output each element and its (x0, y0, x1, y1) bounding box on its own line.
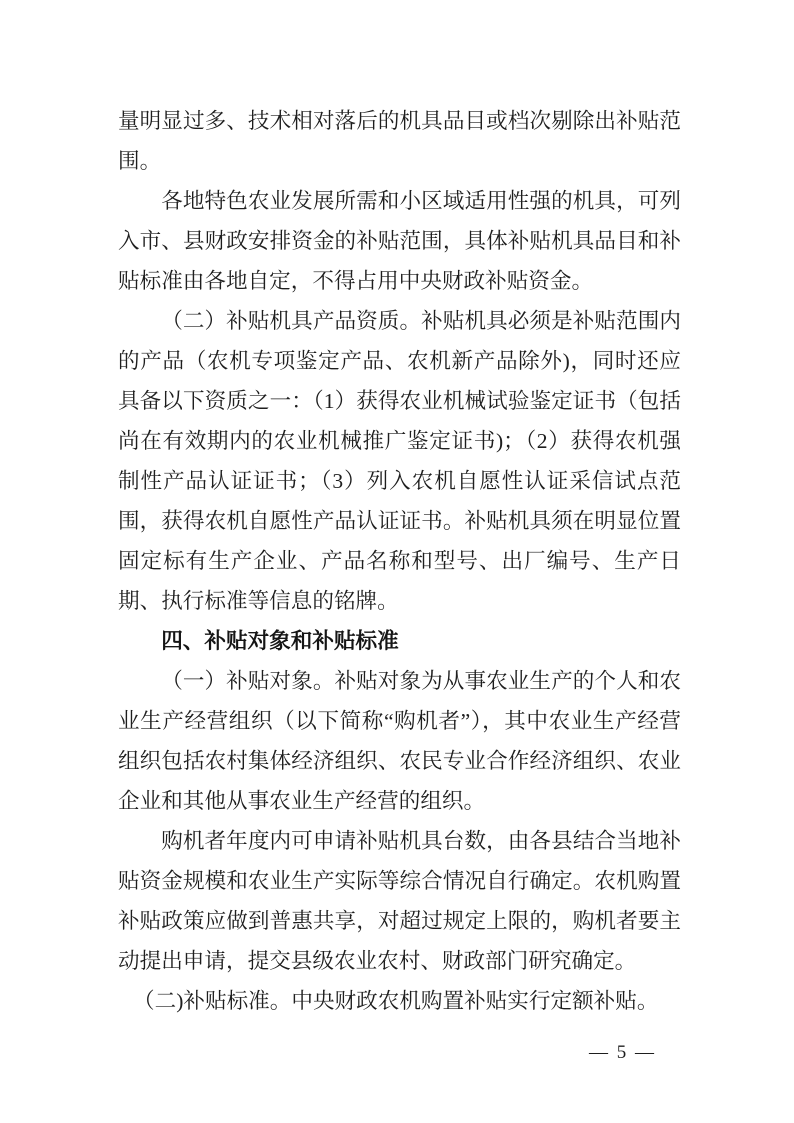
paragraph-subsidy-standard: （二)补贴标准。中央财政农机购置补贴实行定额补贴。 (133, 989, 659, 1013)
paragraph-continuation: 量明显过多、技术相对落后的机具品目或档次剔除出补贴范围。 (118, 109, 681, 173)
paragraph: 购机者年度内可申请补贴机具台数，由各县结合当地补贴资金规模和农业生产实际等综合情况自行确定。农机购置补贴政策应做到普惠共享，对超过规定上限的，购机者要主动提出申请，提交县级农业农村、财政部门研究确定。 (118, 829, 681, 973)
document-body (118, 101, 681, 1021)
paragraph: （一）补贴对象。补贴对象为从事农业生产的个人和农业生产经营组织（以下简称“购机者”），其中农业生产经营组织包括农村集体经济组织、农民专业合作经济组织、农业企业和其他从事农业生产经营的组织。 (118, 669, 681, 813)
paragraph: （二）补贴机具产品资质。补贴机具必须是补贴范围内的产品（农机专项鉴定产品、农机新产品除外)，同时还应具备以下资质之一：（1）获得农业机械试验鉴定证书（包括尚在有效期内的农业机械推广鉴定证书)；（2）获得农机强制性产品认证证书；（3）列入农机自愿性认证采信试点范围，获得农机自愿性产品认证证书。补贴机具须在明显位置固定标有生产企业、产品名称和型号、出厂编号、生产日期、执行标准等信息的铭牌。 (118, 309, 681, 613)
section-heading: 四、补贴对象和补贴标准 (161, 628, 399, 653)
paragraph: 各地特色农业发展所需和小区域适用性强的机具，可列入市、县财政安排资金的补贴范围，具体补贴机具品目和补贴标准由各地自定，不得占用中央财政补贴资金。 (118, 189, 681, 293)
page-number: — 5 — (589, 1042, 656, 1063)
